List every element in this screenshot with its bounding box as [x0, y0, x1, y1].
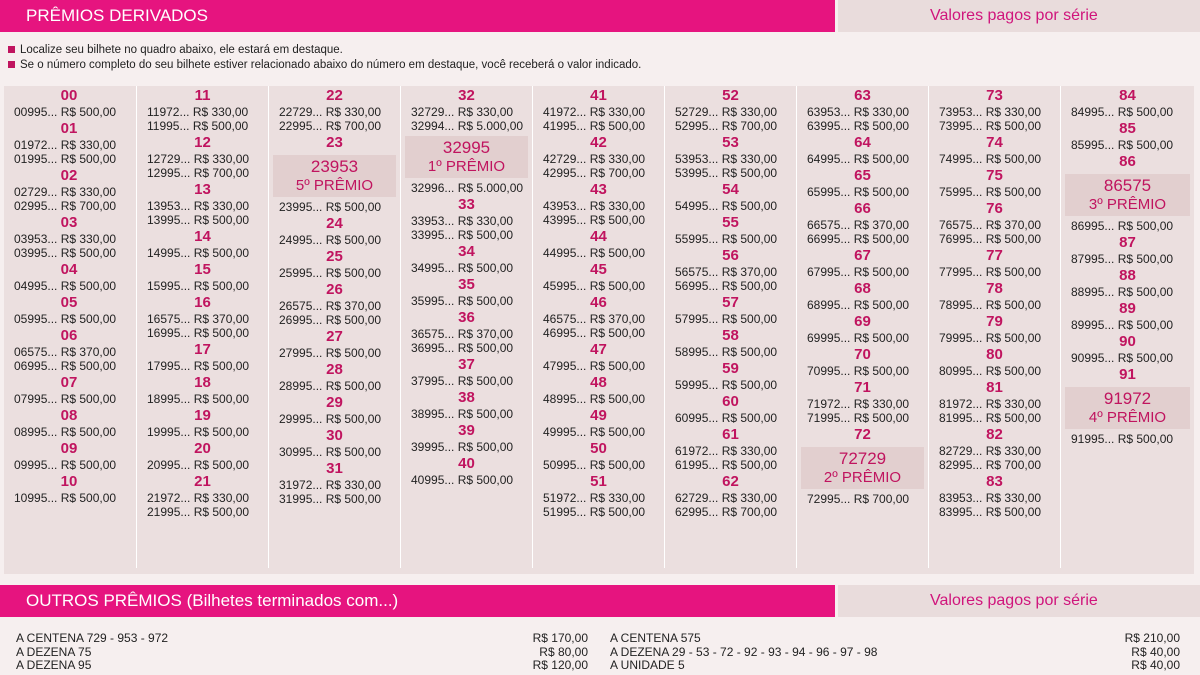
- group-number: 73: [986, 87, 1003, 104]
- prize-row: 37995... R$ 500,00: [411, 374, 514, 388]
- prize-row: 41995... R$ 500,00: [543, 119, 646, 133]
- group-number: 07: [60, 374, 78, 391]
- group-number: 54: [722, 181, 739, 198]
- prize-row: 43995... R$ 500,00: [543, 213, 646, 227]
- highlight-prize: 3º PRÊMIO: [1088, 196, 1167, 213]
- prize-row: 86995... R$ 500,00: [1071, 219, 1174, 233]
- prize-row: 71972... R$ 330,00: [807, 397, 910, 411]
- prize-row: 16995... R$ 500,00: [147, 326, 250, 340]
- prize-row: 30995... R$ 500,00: [279, 445, 382, 459]
- group-number: 62: [722, 473, 739, 490]
- prize-row: 78995... R$ 500,00: [939, 298, 1042, 312]
- group-number: 18: [194, 374, 211, 391]
- group-number: 76: [986, 200, 1003, 217]
- prize-row: 33953... R$ 330,00: [411, 214, 514, 228]
- prize-row: 11972... R$ 330,00: [147, 105, 249, 119]
- prize-column: [4, 86, 134, 568]
- prize-row: 16575... R$ 370,00: [147, 312, 250, 326]
- other-prize-label: A CENTENA 729 - 953 - 972: [16, 631, 169, 645]
- group-number: 89: [1119, 300, 1136, 317]
- group-number: 50: [590, 440, 607, 457]
- group-number: 33: [458, 196, 475, 213]
- prize-row: 32994... R$ 5.000,00: [411, 119, 524, 133]
- highlight-box: [801, 447, 924, 489]
- group-number: 26: [326, 281, 343, 298]
- prize-row: 09995... R$ 500,00: [14, 458, 117, 472]
- group-number: 45: [590, 261, 607, 278]
- section-title: OUTROS PRÊMIOS (Bilhetes terminados com...): [0, 585, 835, 617]
- group-number: 61: [722, 426, 739, 443]
- group-number: 37: [458, 356, 475, 373]
- prize-grid: [4, 86, 1194, 574]
- other-prize-value: R$ 40,00: [1131, 658, 1180, 672]
- group-number: 65: [854, 167, 871, 184]
- prize-column: [268, 86, 400, 568]
- group-number: 66: [854, 200, 871, 217]
- group-number: 32: [458, 87, 475, 104]
- prize-row: 44995... R$ 500,00: [543, 246, 646, 260]
- other-prize-label: A DEZENA 95: [16, 658, 92, 672]
- prize-row: 31995... R$ 500,00: [279, 492, 382, 506]
- group-number: 11: [194, 87, 211, 104]
- group-number: 90: [1119, 333, 1136, 350]
- prize-column: [1060, 86, 1194, 568]
- group-number: 55: [722, 214, 739, 231]
- prize-row: 84995... R$ 500,00: [1071, 105, 1174, 119]
- group-number: 16: [194, 294, 211, 311]
- prize-row: 58995... R$ 500,00: [675, 345, 778, 359]
- prize-row: 71995... R$ 500,00: [807, 411, 910, 425]
- prize-row: 64995... R$ 500,00: [807, 152, 910, 166]
- other-prizes-right: [610, 632, 1180, 673]
- prize-row: 51972... R$ 330,00: [543, 491, 646, 505]
- prize-row: 36995... R$ 500,00: [411, 341, 514, 355]
- prize-row: 82729... R$ 330,00: [939, 444, 1042, 458]
- prize-row: 81972... R$ 330,00: [939, 397, 1042, 411]
- group-number: 15: [194, 261, 211, 278]
- highlight-number: 86575: [1103, 176, 1152, 195]
- group-number: 53: [722, 134, 739, 151]
- prize-row: 45995... R$ 500,00: [543, 279, 646, 293]
- group-number: 01: [60, 120, 78, 137]
- group-number: 72: [854, 426, 871, 443]
- prize-row: 46995... R$ 500,00: [543, 326, 646, 340]
- group-number: 56: [722, 247, 739, 264]
- prize-row: 89995... R$ 500,00: [1071, 318, 1174, 332]
- prize-row: 76995... R$ 500,00: [939, 232, 1042, 246]
- highlight-prize: 2º PRÊMIO: [823, 469, 902, 486]
- group-number: 06: [60, 327, 78, 344]
- prize-row: 51995... R$ 500,00: [543, 505, 646, 519]
- prize-row: 34995... R$ 500,00: [411, 261, 514, 275]
- other-prize-label: A CENTENA 575: [610, 631, 701, 645]
- prize-row: 52729... R$ 330,00: [675, 105, 778, 119]
- bullet-icon: [8, 46, 15, 53]
- prize-row: 19995... R$ 500,00: [147, 425, 250, 439]
- highlight-box: [1065, 387, 1190, 429]
- group-number: 36: [458, 309, 475, 326]
- prize-row: 03953... R$ 330,00: [14, 232, 117, 246]
- group-number: 27: [326, 328, 343, 345]
- highlight-box: [1065, 174, 1190, 216]
- group-number: 28: [326, 361, 343, 378]
- group-number: 64: [854, 134, 871, 151]
- group-number: 21: [194, 473, 211, 490]
- prize-row: 66995... R$ 500,00: [807, 232, 910, 246]
- group-number: 04: [60, 261, 78, 278]
- prize-row: 13995... R$ 500,00: [147, 213, 250, 227]
- prize-row: 68995... R$ 500,00: [807, 298, 910, 312]
- prize-row: 83995... R$ 500,00: [939, 505, 1042, 519]
- prize-row: 25995... R$ 500,00: [279, 266, 382, 280]
- prize-row: 70995... R$ 500,00: [807, 364, 910, 378]
- group-number: 24: [326, 215, 343, 232]
- group-number: 10: [60, 473, 78, 490]
- other-prize-label: A UNIDADE 5: [610, 658, 685, 672]
- prize-row: 32996... R$ 5.000,00: [411, 181, 524, 195]
- prize-column: [664, 86, 796, 568]
- group-number: 29: [326, 394, 343, 411]
- prize-row: 42729... R$ 330,00: [543, 152, 646, 166]
- prize-row: 53953... R$ 330,00: [675, 152, 778, 166]
- group-number: 69: [854, 313, 871, 330]
- group-number: 31: [326, 460, 343, 477]
- prize-row: 27995... R$ 500,00: [279, 346, 382, 360]
- prize-row: 04995... R$ 500,00: [14, 279, 117, 293]
- other-prize-value: R$ 170,00: [532, 631, 588, 645]
- prize-row: 21972... R$ 330,00: [147, 491, 250, 505]
- group-number: 59: [722, 360, 739, 377]
- prize-row: 24995... R$ 500,00: [279, 233, 382, 247]
- prize-row: 18995... R$ 500,00: [147, 392, 250, 406]
- prize-column: [532, 86, 664, 568]
- prize-row: 91995... R$ 500,00: [1071, 432, 1174, 446]
- prize-row: 07995... R$ 500,00: [14, 392, 117, 406]
- prize-row: 40995... R$ 500,00: [411, 473, 514, 487]
- prize-row: 14995... R$ 500,00: [147, 246, 250, 260]
- highlight-number: 72729: [838, 449, 887, 468]
- group-number: 38: [458, 389, 475, 406]
- prize-row: 53995... R$ 500,00: [675, 166, 778, 180]
- highlight-box: [405, 136, 528, 178]
- prize-column: [400, 86, 532, 568]
- group-number: 68: [854, 280, 871, 297]
- prize-row: 46575... R$ 370,00: [543, 312, 646, 326]
- derived-prizes-header: [0, 0, 1200, 32]
- group-number: 91: [1119, 366, 1136, 383]
- prize-row: 49995... R$ 500,00: [543, 425, 646, 439]
- prize-row: 48995... R$ 500,00: [543, 392, 646, 406]
- highlight-prize: 1º PRÊMIO: [427, 158, 506, 175]
- prize-row: 52995... R$ 700,00: [675, 119, 778, 133]
- group-number: 43: [590, 181, 607, 198]
- prize-row: 47995... R$ 500,00: [543, 359, 646, 373]
- prize-row: 62995... R$ 700,00: [675, 505, 778, 519]
- prize-row: 73995... R$ 500,00: [939, 119, 1042, 133]
- other-prize-row: [16, 659, 588, 673]
- group-number: 83: [986, 473, 1003, 490]
- group-number: 79: [986, 313, 1003, 330]
- prize-row: 08995... R$ 500,00: [14, 425, 117, 439]
- prize-row: 02729... R$ 330,00: [14, 185, 117, 199]
- prize-row: 69995... R$ 500,00: [807, 331, 910, 345]
- group-number: 22: [326, 87, 343, 104]
- prize-row: 61995... R$ 500,00: [675, 458, 778, 472]
- prize-row: 63953... R$ 330,00: [807, 105, 910, 119]
- prize-row: 35995... R$ 500,00: [411, 294, 514, 308]
- group-number: 40: [458, 455, 475, 472]
- highlight-number: 91972: [1103, 389, 1152, 408]
- other-prize-value: R$ 210,00: [1124, 631, 1180, 645]
- group-number: 23: [326, 134, 343, 151]
- values-label: Valores pagos por série: [838, 585, 1200, 617]
- group-number: 00: [60, 87, 78, 104]
- prize-row: 03995... R$ 500,00: [14, 246, 117, 260]
- prize-row: 77995... R$ 500,00: [939, 265, 1042, 279]
- prize-row: 06575... R$ 370,00: [14, 345, 117, 359]
- group-number: 48: [590, 374, 607, 391]
- other-prize-row: [610, 632, 1180, 646]
- group-number: 88: [1119, 267, 1136, 284]
- group-number: 41: [590, 87, 607, 104]
- group-number: 44: [590, 228, 607, 245]
- prize-row: 66575... R$ 370,00: [807, 218, 910, 232]
- prize-row: 54995... R$ 500,00: [675, 199, 778, 213]
- group-number: 60: [722, 393, 739, 410]
- prize-row: 33995... R$ 500,00: [411, 228, 514, 242]
- group-number: 84: [1119, 87, 1136, 104]
- group-number: 86: [1119, 153, 1136, 170]
- prize-row: 00995... R$ 500,00: [14, 105, 117, 119]
- group-number: 42: [590, 134, 607, 151]
- group-number: 08: [60, 407, 78, 424]
- group-number: 85: [1119, 120, 1136, 137]
- prize-row: 88995... R$ 500,00: [1071, 285, 1174, 299]
- group-number: 71: [854, 379, 871, 396]
- group-number: 20: [194, 440, 211, 457]
- prize-row: 22995... R$ 700,00: [279, 119, 382, 133]
- group-number: 80: [986, 346, 1003, 363]
- prize-row: 28995... R$ 500,00: [279, 379, 382, 393]
- bullet-icon: [8, 61, 15, 68]
- prize-row: 23995... R$ 500,00: [279, 200, 382, 214]
- prize-row: 32729... R$ 330,00: [411, 105, 514, 119]
- prize-column: [136, 86, 268, 568]
- prize-row: 10995... R$ 500,00: [14, 491, 117, 505]
- group-number: 12: [194, 134, 211, 151]
- prize-row: 80995... R$ 500,00: [939, 364, 1042, 378]
- prize-row: 87995... R$ 500,00: [1071, 252, 1174, 266]
- group-number: 17: [194, 341, 211, 358]
- prize-row: 79995... R$ 500,00: [939, 331, 1042, 345]
- prize-row: 76575... R$ 370,00: [939, 218, 1042, 232]
- prize-row: 12995... R$ 700,00: [147, 166, 250, 180]
- prize-row: 36575... R$ 370,00: [411, 327, 514, 341]
- prize-row: 56575... R$ 370,00: [675, 265, 778, 279]
- group-number: 14: [194, 228, 211, 245]
- prize-row: 73953... R$ 330,00: [939, 105, 1042, 119]
- group-number: 09: [60, 440, 78, 457]
- prize-row: 83953... R$ 330,00: [939, 491, 1042, 505]
- highlight-prize: 5º PRÊMIO: [295, 177, 374, 194]
- prize-row: 20995... R$ 500,00: [147, 458, 250, 472]
- highlight-number: 32995: [442, 138, 491, 157]
- group-number: 46: [590, 294, 607, 311]
- prize-row: 82995... R$ 700,00: [939, 458, 1042, 472]
- group-number: 25: [326, 248, 343, 265]
- prize-row: 01995... R$ 500,00: [14, 152, 117, 166]
- group-number: 05: [60, 294, 78, 311]
- prize-row: 11995... R$ 500,00: [147, 119, 249, 133]
- group-number: 75: [986, 167, 1003, 184]
- prize-row: 60995... R$ 500,00: [675, 411, 778, 425]
- prize-row: 72995... R$ 700,00: [807, 492, 910, 506]
- prize-row: 63995... R$ 500,00: [807, 119, 910, 133]
- prize-row: 65995... R$ 500,00: [807, 185, 910, 199]
- group-number: 70: [854, 346, 871, 363]
- other-prize-label: A DEZENA 75: [16, 644, 92, 659]
- group-number: 87: [1119, 234, 1136, 251]
- other-prize-row: [610, 646, 1180, 660]
- group-number: 03: [60, 214, 78, 231]
- prize-row: 38995... R$ 500,00: [411, 407, 514, 421]
- other-prize-label: A DEZENA 29 - 53 - 72 - 92 - 93 - 94 - 96 - 97 - 98: [610, 644, 878, 659]
- prize-row: 31972... R$ 330,00: [279, 478, 382, 492]
- group-number: 67: [854, 247, 871, 264]
- prize-column: [928, 86, 1060, 568]
- highlight-number: 23953: [310, 157, 359, 176]
- prize-row: 15995... R$ 500,00: [147, 279, 250, 293]
- group-number: 81: [986, 379, 1003, 396]
- prize-row: 67995... R$ 500,00: [807, 265, 910, 279]
- group-number: 30: [326, 427, 343, 444]
- prize-row: 01972... R$ 330,00: [14, 138, 117, 152]
- group-number: 57: [722, 294, 739, 311]
- group-number: 77: [986, 247, 1003, 264]
- other-prizes-header: [0, 585, 1200, 617]
- prize-row: 21995... R$ 500,00: [147, 505, 250, 519]
- prize-row: 59995... R$ 500,00: [675, 378, 778, 392]
- prize-row: 57995... R$ 500,00: [675, 312, 778, 326]
- instructions: [8, 43, 641, 73]
- prize-row: 74995... R$ 500,00: [939, 152, 1042, 166]
- prize-row: 26575... R$ 370,00: [279, 299, 382, 313]
- instruction-line: Se o número completo do seu bilhete estiver relacionado abaixo do número em destaque, você receberá o valor indicado.: [8, 58, 641, 73]
- prize-row: 26995... R$ 500,00: [279, 313, 382, 327]
- prize-row: 17995... R$ 500,00: [147, 359, 250, 373]
- prize-row: 75995... R$ 500,00: [939, 185, 1042, 199]
- group-number: 47: [590, 341, 607, 358]
- prize-row: 41972... R$ 330,00: [543, 105, 646, 119]
- group-number: 78: [986, 280, 1003, 297]
- prize-row: 61972... R$ 330,00: [675, 444, 778, 458]
- values-label: Valores pagos por série: [838, 0, 1200, 32]
- prize-row: 02995... R$ 700,00: [14, 199, 117, 213]
- group-number: 82: [986, 426, 1003, 443]
- group-number: 13: [194, 181, 211, 198]
- highlight-box: [273, 155, 396, 197]
- group-number: 34: [458, 243, 475, 260]
- other-prize-value: R$ 80,00: [539, 644, 588, 659]
- other-prizes-left: [16, 632, 588, 673]
- prize-row: 55995... R$ 500,00: [675, 232, 778, 246]
- prize-row: 29995... R$ 500,00: [279, 412, 382, 426]
- prize-row: 06995... R$ 500,00: [14, 359, 117, 373]
- group-number: 39: [458, 422, 475, 439]
- prize-row: 42995... R$ 700,00: [543, 166, 646, 180]
- highlight-prize: 4º PRÊMIO: [1088, 409, 1167, 426]
- group-number: 02: [60, 167, 78, 184]
- section-title: PRÊMIOS DERIVADOS: [0, 0, 835, 32]
- prize-row: 81995... R$ 500,00: [939, 411, 1042, 425]
- group-number: 35: [458, 276, 475, 293]
- instruction-line: Localize seu bilhete no quadro abaixo, ele estará em destaque.: [8, 43, 641, 58]
- group-number: 52: [722, 87, 739, 104]
- other-prize-value: R$ 120,00: [532, 658, 588, 672]
- group-number: 74: [986, 134, 1003, 151]
- other-prize-row: [16, 632, 588, 646]
- other-prize-row: [16, 646, 588, 660]
- prize-row: 56995... R$ 500,00: [675, 279, 778, 293]
- prize-row: 62729... R$ 330,00: [675, 491, 778, 505]
- group-number: 58: [722, 327, 739, 344]
- group-number: 19: [194, 407, 211, 424]
- prize-row: 13953... R$ 330,00: [147, 199, 250, 213]
- group-number: 63: [854, 87, 871, 104]
- prize-row: 05995... R$ 500,00: [14, 312, 117, 326]
- group-number: 49: [590, 407, 607, 424]
- prize-row: 22729... R$ 330,00: [279, 105, 382, 119]
- prize-row: 12729... R$ 330,00: [147, 152, 250, 166]
- group-number: 51: [590, 473, 607, 490]
- prize-row: 85995... R$ 500,00: [1071, 138, 1174, 152]
- other-prize-value: R$ 40,00: [1131, 644, 1180, 659]
- prize-column: [796, 86, 928, 568]
- prize-row: 90995... R$ 500,00: [1071, 351, 1174, 365]
- prize-row: 39995... R$ 500,00: [411, 440, 514, 454]
- prize-row: 50995... R$ 500,00: [543, 458, 646, 472]
- prize-row: 43953... R$ 330,00: [543, 199, 646, 213]
- other-prize-row: [610, 659, 1180, 673]
